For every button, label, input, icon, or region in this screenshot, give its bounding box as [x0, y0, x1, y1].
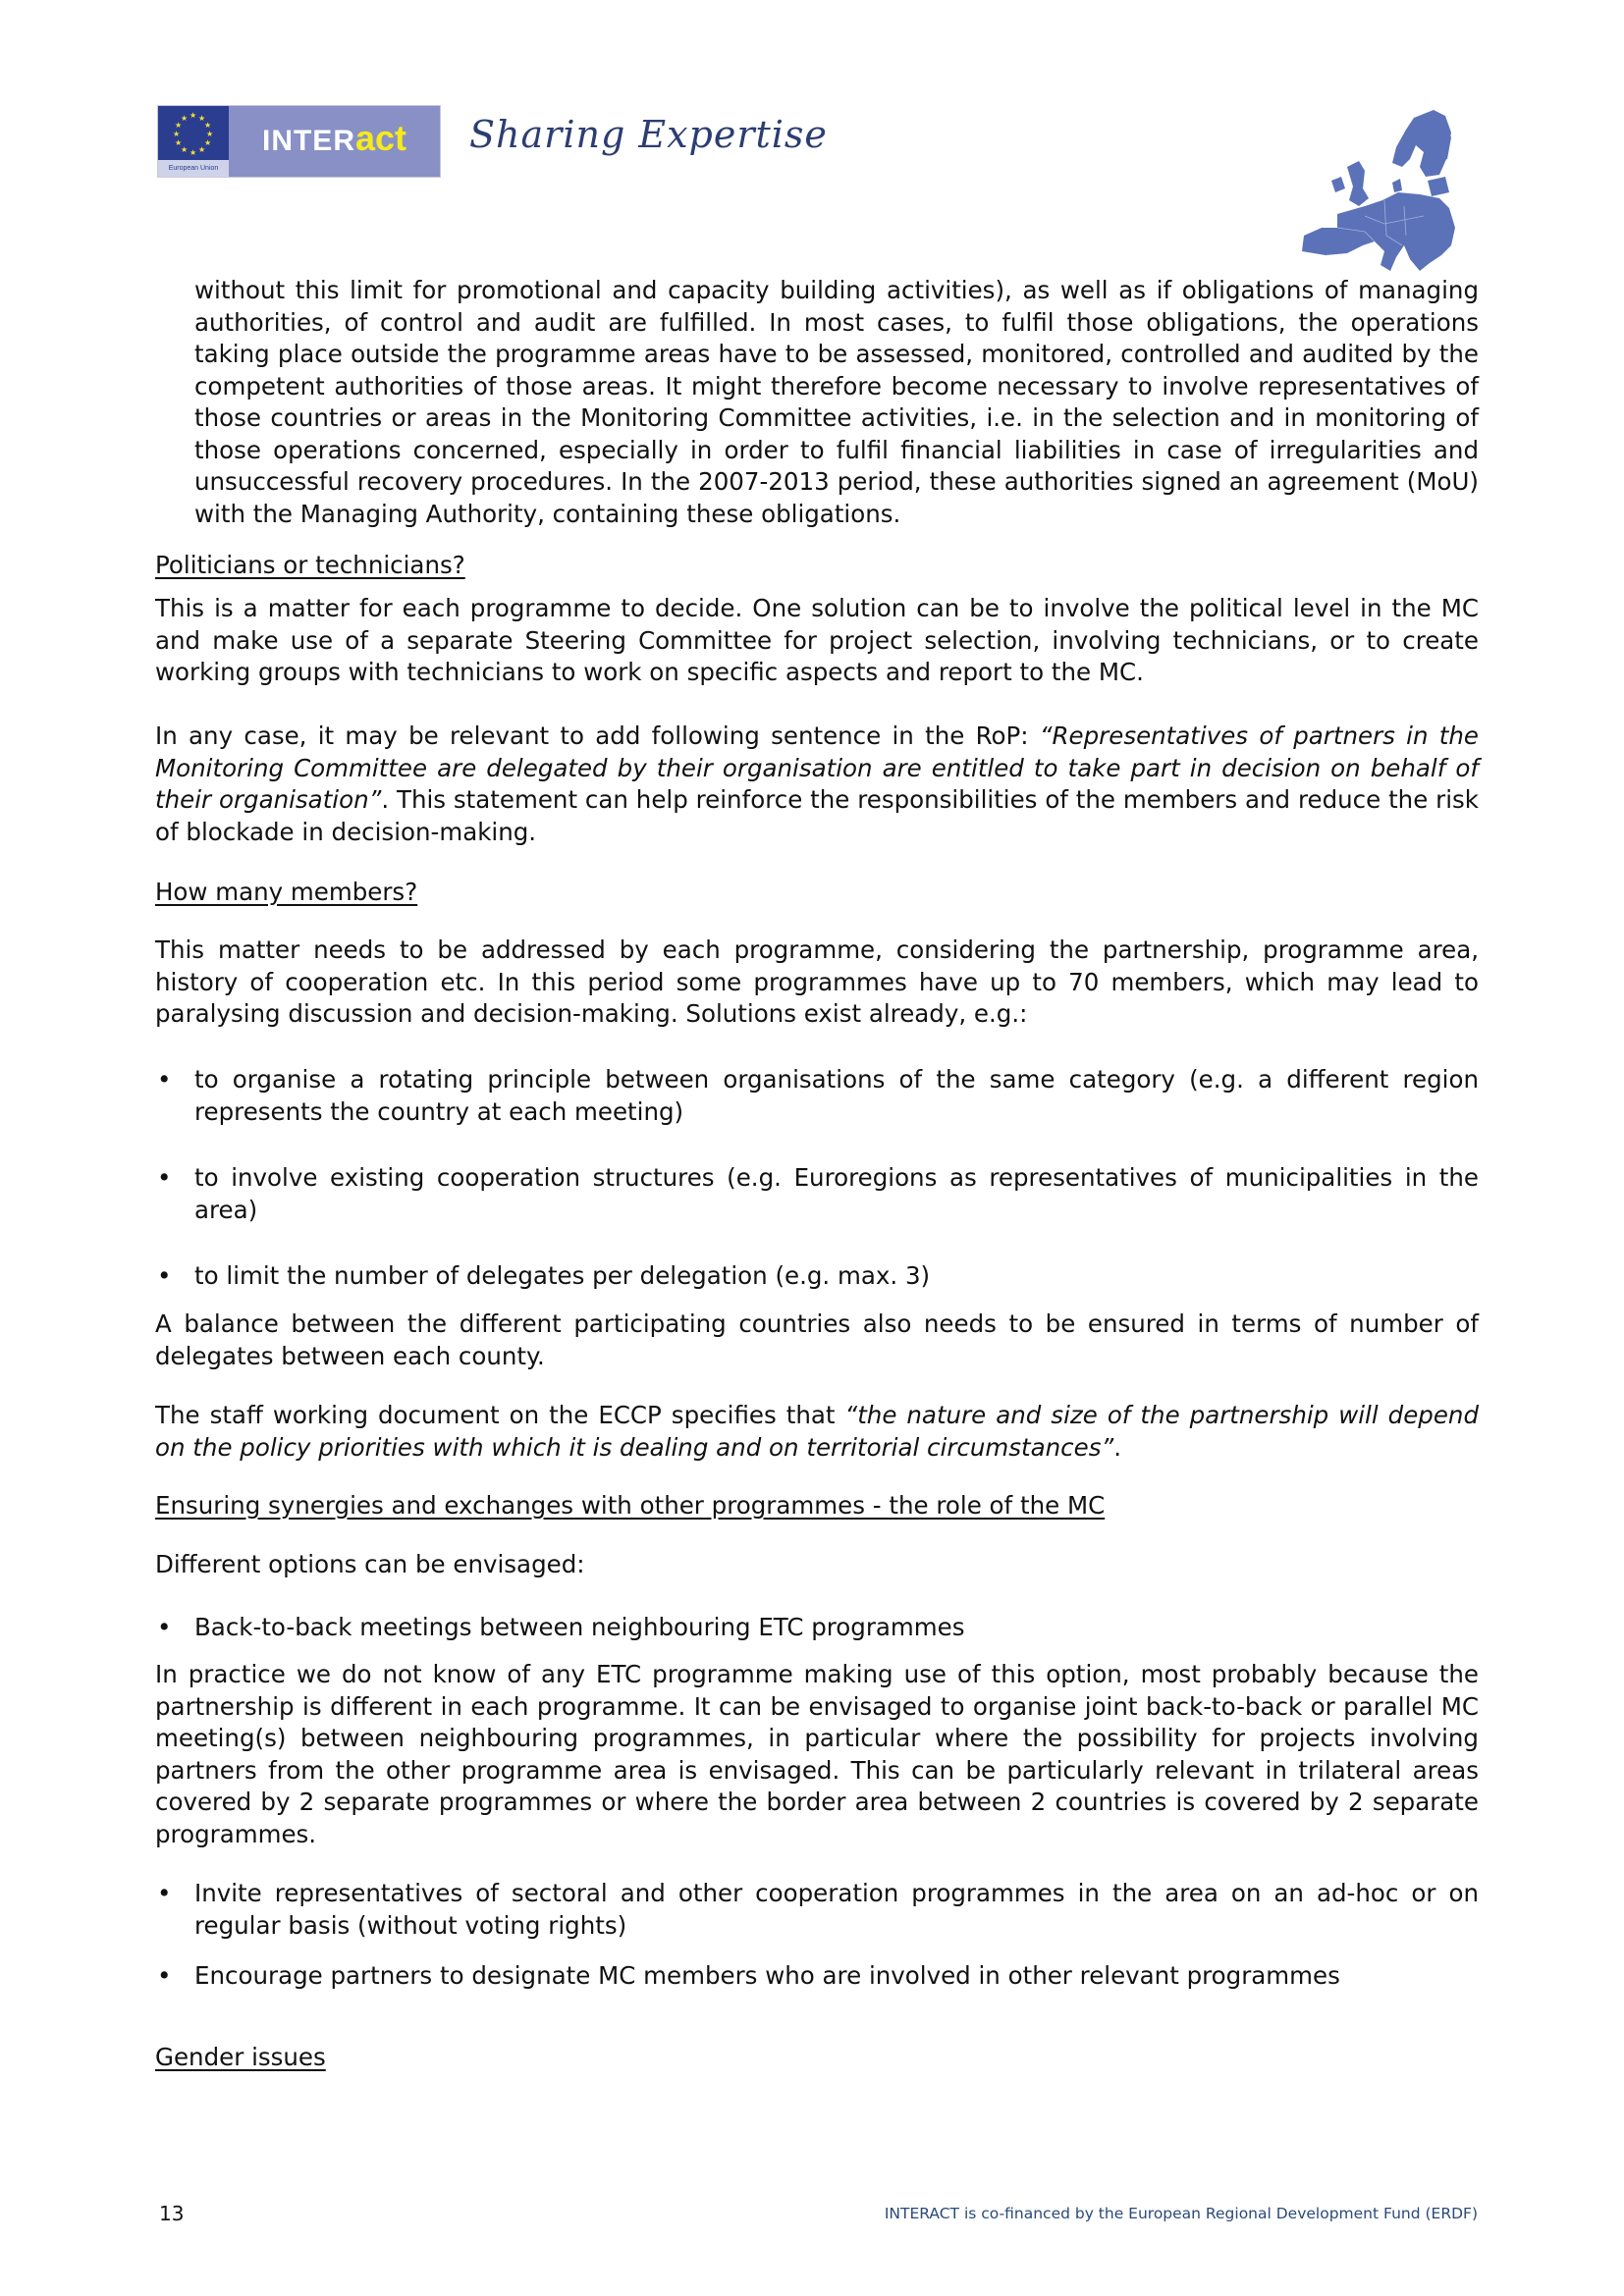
eu-label: European Union [158, 160, 229, 177]
heading-members: How many members? [155, 878, 418, 906]
europe-map-icon [1276, 98, 1492, 280]
heading-politicians: Politicians or technicians? [155, 551, 465, 579]
members-paragraph-3: The staff working document on the ECCP specifies that “the nature and size of the partnership will depend on the policy priorities with which it is dealing and on territorial circumstances”. [155, 1401, 1479, 1462]
logo-act: act [354, 118, 407, 158]
eu-stars-icon: ★ ★ ★ ★ ★ ★ ★ ★ ★ ★ ★ ★ [173, 111, 214, 157]
tagline: Sharing Expertise [469, 113, 828, 156]
page-number: 13 [159, 2202, 185, 2225]
eccp-quote: “the nature and size of the partnership will depend on the policy priorities with which it is dealing and on territorial circumstances” [155, 1401, 1479, 1462]
heading-synergies: Ensuring synergies and exchanges with other programmes - the role of the MC [155, 1491, 1106, 1520]
members-paragraph-1: This matter needs to be addressed by each programme, considering the partnership, programme area, history of cooperation etc. In this period some programmes have up to 70 members, which may lead to paralysing discussion and decision-making. Solutions exist already, e.g.: [155, 935, 1479, 1028]
members-paragraph-2: A balance between the different participating countries also needs to be ensured in terms of number of delegates between each county. [155, 1309, 1479, 1370]
synergies-paragraph-2: In practice we do not know of any ETC programme making use of this option, most probably because the partnership is different in each programme. It can be envisaged to organise joint back-to-back or parallel MC meeting(s) between neighbouring programmes, in particular where the possibility for projects involving partners from the other programme area is envisaged. This can be particularly relevant in trilateral areas covered by 2 separate programmes or where the border area between 2 countries is covered by 2 separate programmes. [155, 1660, 1479, 1848]
intro-paragraph: without this limit for promotional and capacity building activities), as well as if obligations of managing authorities, of control and audit are fulfilled. In most cases, to fulfil those obligations, the operations taking place outside the programme areas have to be assessed, monitored, controlled and audited by the competent authorities of those areas. It might therefore become necessary to involve representatives of those countries or areas in the Monitoring Committee activities, i.e. in the selection and in monitoring of those operations concerned, especially in order to fulfil financial liabilities in case of irregularities and unsuccessful recovery procedures. In the 2007-2013 period, these authorities signed an agreement (MoU) with the Managing Authority, containing these obligations. [194, 276, 1479, 528]
rop-quote: “Representatives of partners in the Monitoring Committee are delegated by their organisation are entitled to take part in decision on behalf of their organisation” [155, 721, 1480, 814]
bullet-icon: • [157, 1613, 172, 1641]
bullet-icon: • [157, 1163, 172, 1192]
politicians-paragraph-1: This is a matter for each programme to decide. One solution can be to involve the political level in the MC and make use of a separate Steering Committee for project selection, involving technicians, or to create working groups with technicians to work on specific aspects and report to the MC. [155, 594, 1479, 686]
logo-inter: INTER [261, 125, 355, 157]
heading-gender: Gender issues [155, 2043, 326, 2071]
interact-logo [157, 105, 441, 178]
politicians-paragraph-2: In any case, it may be relevant to add following sentence in the RoP: “Representatives of partners in the Monitoring Committee are delegated by their organisation are entitled to take part in decision on behalf of their organisation”. This statement can help reinforce the responsibilities of the members and reduce the risk of blockade in decision-making. [155, 721, 1480, 846]
bullet-icon: • [157, 1961, 172, 1990]
bullet-icon: • [157, 1261, 172, 1290]
bullet-icon: • [157, 1879, 172, 1907]
interact-wordmark [229, 106, 440, 177]
eu-flag-icon [158, 106, 229, 177]
synergies-paragraph-1: Different options can be envisaged: [155, 1550, 585, 1578]
footer-note: INTERACT is co-financed by the European Regional Development Fund (ERDF) [884, 2205, 1478, 2222]
bullet-icon: • [157, 1065, 172, 1094]
